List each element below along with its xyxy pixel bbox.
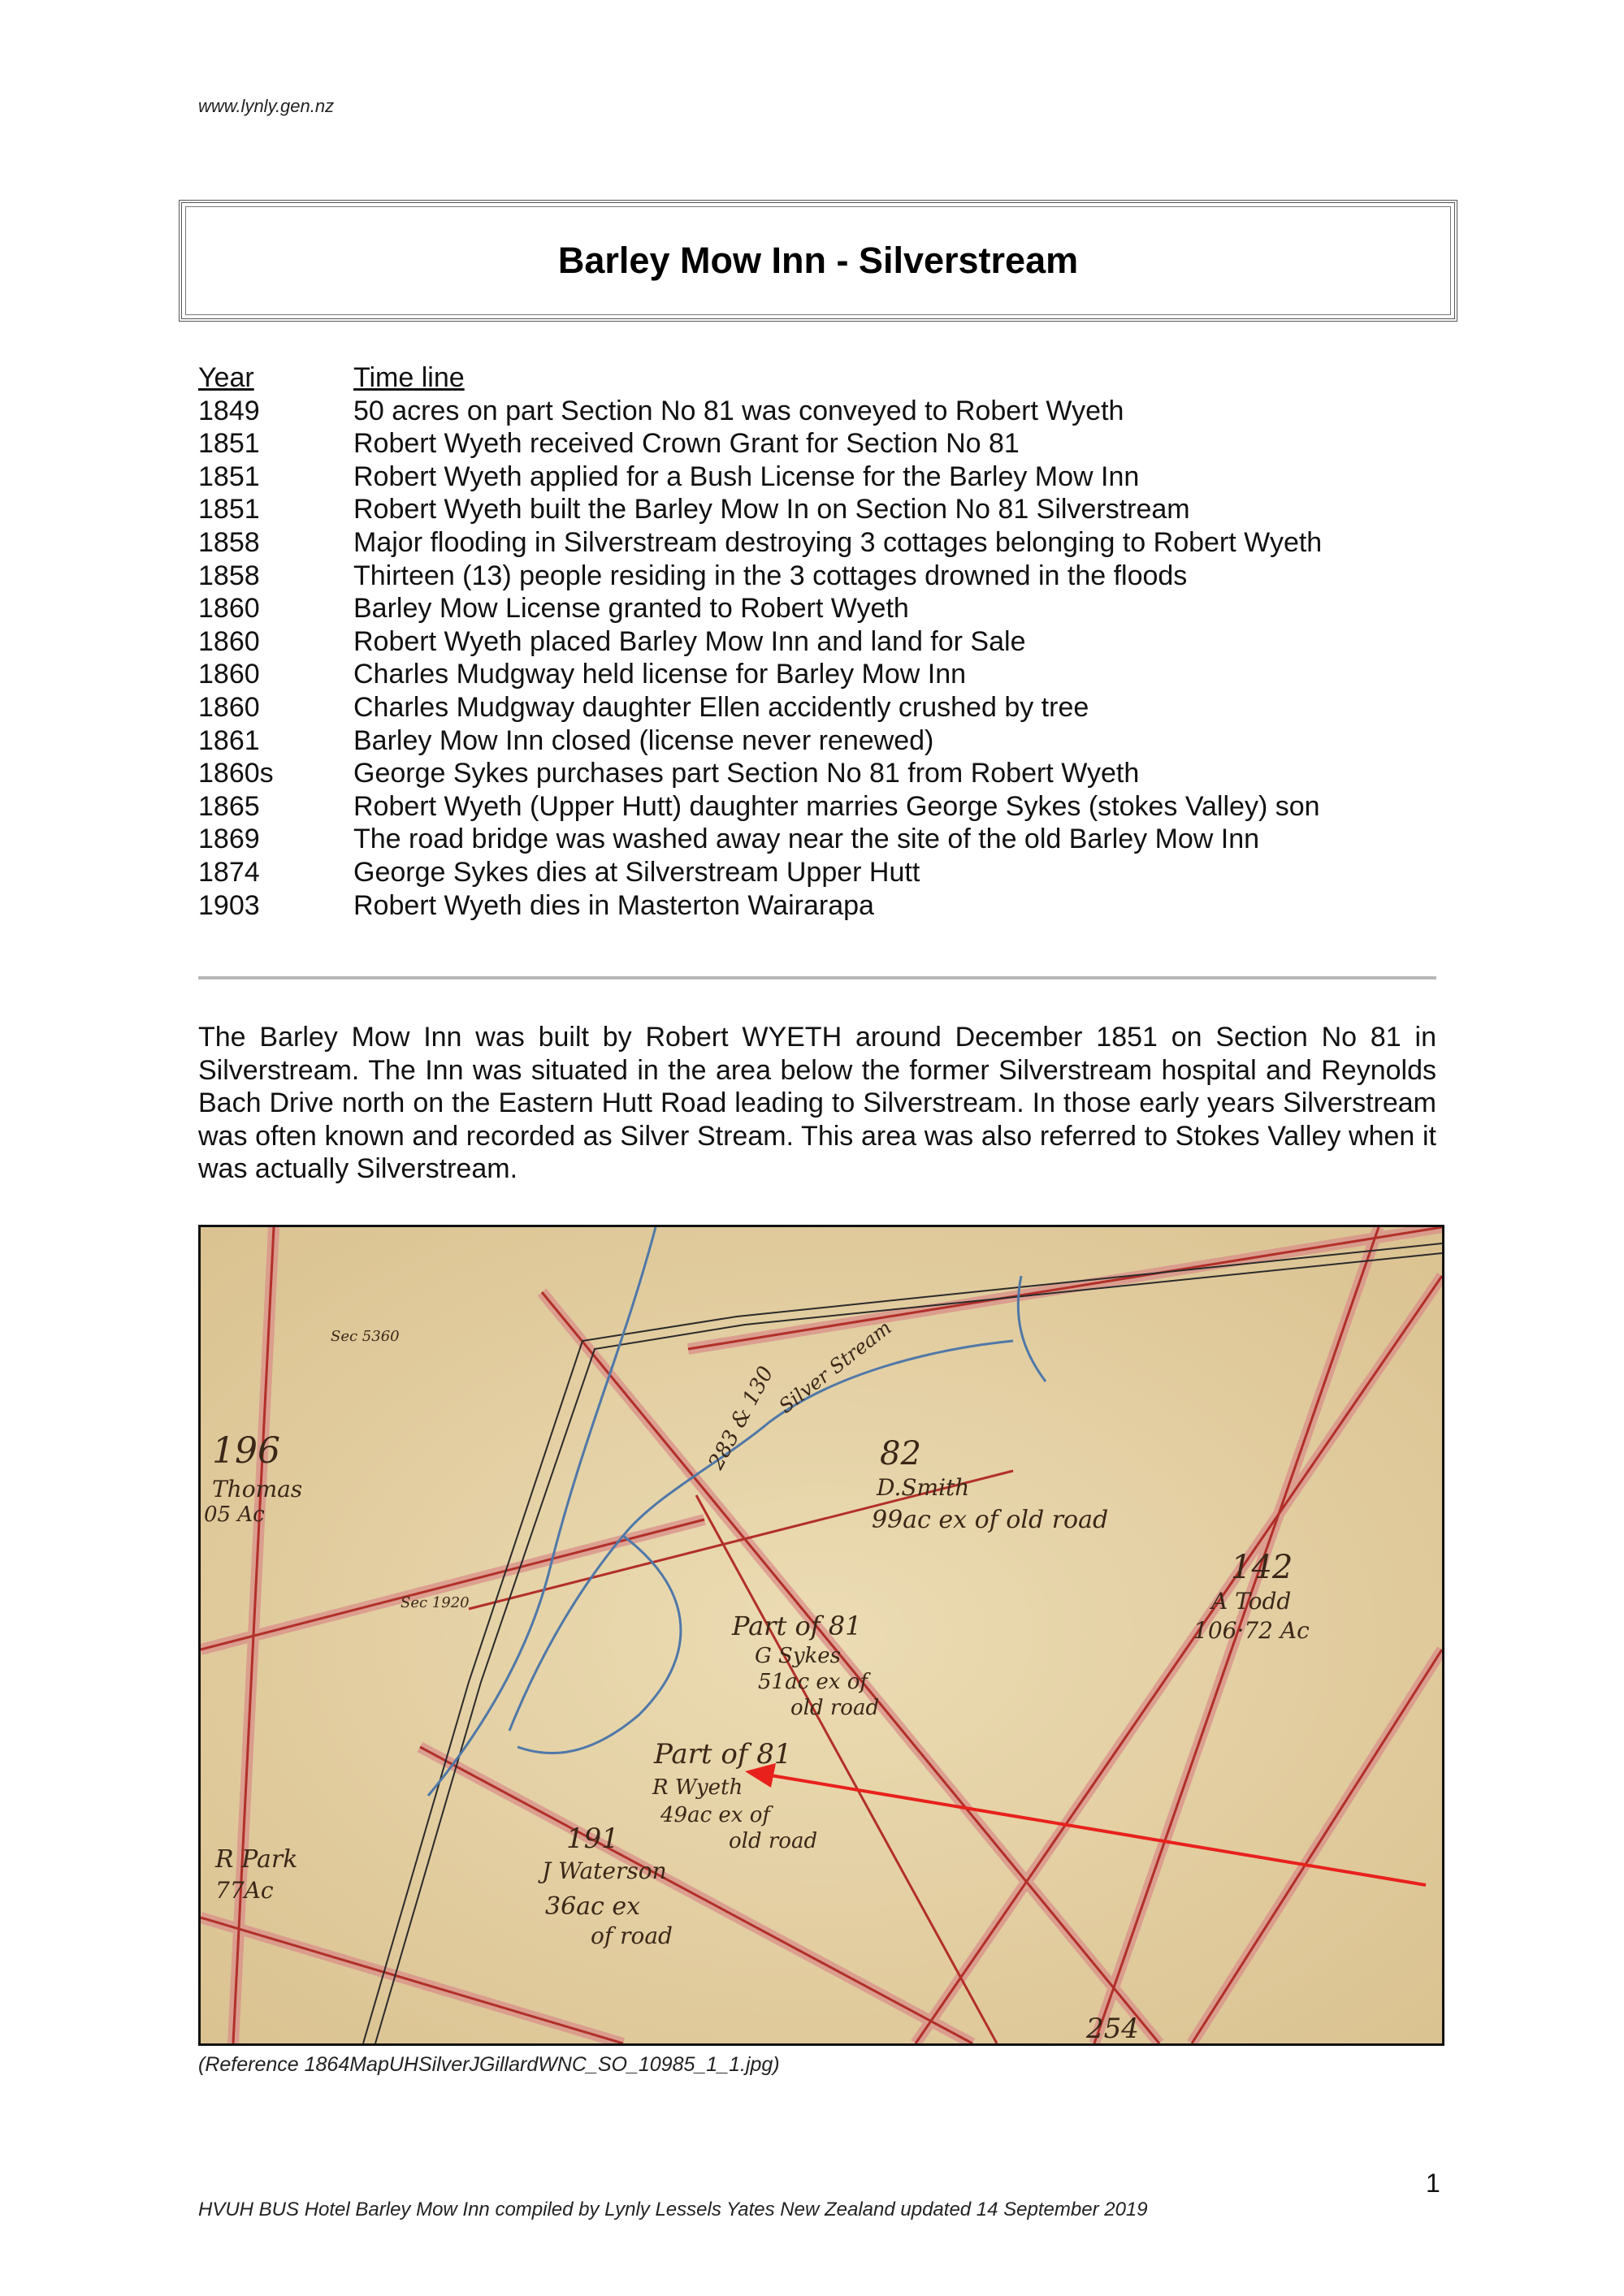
survey-map-drawing bbox=[201, 1227, 1442, 2043]
map-label-atodd: A Todd bbox=[1211, 1588, 1292, 1615]
map-label-atodd-area: 106·72 Ac bbox=[1193, 1617, 1310, 1644]
page-number: 1 bbox=[1426, 2168, 1440, 2198]
map-label-rwyeth-road: old road bbox=[729, 1829, 818, 1853]
map-label-rpark: R Park bbox=[215, 1845, 298, 1874]
map-label-283-130: 283 & 130 bbox=[704, 1362, 779, 1474]
timeline-event: Robert Wyeth applied for a Bush License for the Barley Mow Inn bbox=[353, 460, 1140, 492]
map-label-rwyeth: R Wyeth bbox=[652, 1775, 743, 1800]
map-label-dsmith: D.Smith bbox=[877, 1474, 970, 1501]
map-label-thomas: Thomas bbox=[212, 1476, 303, 1503]
timeline-event: Robert Wyeth received Crown Grant for Section No 81 bbox=[353, 428, 1020, 460]
timeline-event: Major flooding in Silverstream destroying 3 cottages belonging to Robert Wyeth bbox=[353, 526, 1323, 558]
section-divider bbox=[198, 976, 1436, 979]
event-column-header: Time line bbox=[353, 362, 465, 393]
year-column-header: Year bbox=[198, 362, 254, 393]
timeline-row bbox=[198, 592, 1466, 625]
intro-paragraph: The Barley Mow Inn was built by Robert WYETH around December 1851 on Section No 81 in Silverstream. The Inn was situated in the area below the former Silverstream hospital and Reynolds Bach Drive north on the Eastern Hutt Road leading to Silverstream. In those early years Silverstream was often known and recorded as Silver Stream. This area was also referred to Stokes Valley when it was actually Silverstream. bbox=[198, 1022, 1436, 1185]
map-label-191: 191 bbox=[566, 1823, 619, 1855]
map-label-jwaterson-area: 36ac ex bbox=[545, 1892, 641, 1921]
map-label-rwyeth-area: 49ac ex of bbox=[660, 1803, 771, 1827]
timeline-year: 1860 bbox=[198, 593, 260, 625]
map-label-jwaterson: J Waterson bbox=[542, 1857, 667, 1884]
map-label-gsykes: G Sykes bbox=[755, 1644, 842, 1668]
timeline-row bbox=[198, 724, 1466, 758]
timeline-event: 50 acres on part Section No 81 was conveyed to Robert Wyeth bbox=[353, 395, 1124, 426]
timeline-year: 1860 bbox=[198, 691, 260, 723]
timeline-row bbox=[198, 395, 1466, 428]
timeline-event: Robert Wyeth (Upper Hutt) daughter marries George Sykes (stokes Valley) son bbox=[353, 790, 1320, 822]
timeline-row bbox=[198, 560, 1466, 593]
timeline-year: 1869 bbox=[198, 824, 260, 855]
timeline-event: Barley Mow License granted to Robert Wyeth bbox=[353, 593, 909, 625]
timeline-row bbox=[198, 889, 1466, 923]
historic-survey-map bbox=[198, 1225, 1444, 2046]
timeline-event: Robert Wyeth dies in Masterton Wairarapa bbox=[353, 889, 874, 921]
map-label-dsmith-area: 99ac ex of old road bbox=[872, 1506, 1109, 1534]
title-box bbox=[179, 200, 1457, 322]
map-label-thomas-area: 05 Ac bbox=[204, 1503, 265, 1527]
map-label-196: 196 bbox=[212, 1430, 280, 1472]
timeline-row bbox=[198, 856, 1466, 889]
map-label-part81-lower: Part of 81 bbox=[654, 1738, 792, 1771]
timeline-event: George Sykes purchases part Section No 81 from Robert Wyeth bbox=[353, 758, 1140, 789]
timeline-year: 1903 bbox=[198, 889, 260, 921]
timeline-event: Robert Wyeth built the Barley Mow In on Section No 81 Silverstream bbox=[353, 494, 1190, 525]
timeline-row bbox=[198, 625, 1466, 659]
timeline-year: 1860 bbox=[198, 625, 260, 657]
timeline-event: Thirteen (13) people residing in the 3 cottages drowned in the floods bbox=[353, 560, 1188, 591]
timeline-event: The road bridge was washed away near the site of the old Barley Mow Inn bbox=[353, 824, 1260, 855]
page-footer: HVUH BUS Hotel Barley Mow Inn compiled by Lynly Lessels Yates New Zealand updated 14 September 2019 bbox=[198, 2199, 1148, 2220]
page-title: Barley Mow Inn - Silverstream bbox=[557, 240, 1079, 281]
timeline-row bbox=[198, 493, 1466, 526]
map-label-sec-5360: Sec 5360 bbox=[331, 1328, 400, 1345]
map-label-part81-upper: Part of 81 bbox=[732, 1611, 862, 1641]
timeline-year: 1874 bbox=[198, 856, 260, 888]
timeline-row bbox=[198, 691, 1466, 724]
map-label-gsykes-area: 51ac ex of bbox=[758, 1670, 868, 1694]
map-label-rpark-area: 77Ac bbox=[215, 1877, 274, 1904]
timeline-row bbox=[198, 823, 1466, 856]
timeline-table bbox=[198, 361, 1466, 922]
timeline-row bbox=[198, 757, 1466, 790]
timeline-year: 1851 bbox=[198, 428, 260, 460]
timeline-event: George Sykes dies at Silverstream Upper Hutt bbox=[353, 856, 920, 888]
timeline-row bbox=[198, 790, 1466, 824]
timeline-event: Charles Mudgway daughter Ellen accidently crushed by tree bbox=[353, 691, 1089, 723]
timeline-year: 1851 bbox=[198, 494, 260, 525]
map-label-sec-1920: Sec 1920 bbox=[401, 1594, 470, 1611]
timeline-header-row bbox=[198, 361, 1466, 395]
timeline-event: Barley Mow Inn closed (license never renewed) bbox=[353, 724, 934, 756]
timeline-year: 1861 bbox=[198, 724, 260, 756]
timeline-year: 1849 bbox=[198, 395, 260, 426]
timeline-year: 1860s bbox=[198, 758, 274, 789]
timeline-row bbox=[198, 658, 1466, 691]
timeline-row bbox=[198, 526, 1466, 560]
map-label-silver-stream: Silver Stream bbox=[774, 1316, 896, 1418]
timeline-year: 1865 bbox=[198, 790, 260, 822]
map-label-254: 254 bbox=[1086, 2013, 1139, 2043]
timeline-year: 1860 bbox=[198, 659, 260, 690]
map-label-82: 82 bbox=[880, 1435, 921, 1472]
map-label-jwaterson-road: of road bbox=[591, 1922, 673, 1949]
timeline-row bbox=[198, 427, 1466, 460]
timeline-event: Charles Mudgway held license for Barley Mow Inn bbox=[353, 659, 967, 690]
map-label-gsykes-road: old road bbox=[790, 1696, 880, 1720]
timeline-year: 1851 bbox=[198, 460, 260, 492]
timeline-row bbox=[198, 460, 1466, 494]
timeline-year: 1858 bbox=[198, 526, 260, 558]
map-label-142: 142 bbox=[1231, 1549, 1293, 1586]
timeline-event: Robert Wyeth placed Barley Mow Inn and land for Sale bbox=[353, 625, 1026, 657]
timeline-year: 1858 bbox=[198, 560, 260, 591]
site-url: www.lynly.gen.nz bbox=[198, 96, 335, 116]
map-caption: (Reference 1864MapUHSilverJGillardWNC_SO_10985_1_1.jpg) bbox=[198, 2053, 780, 2076]
